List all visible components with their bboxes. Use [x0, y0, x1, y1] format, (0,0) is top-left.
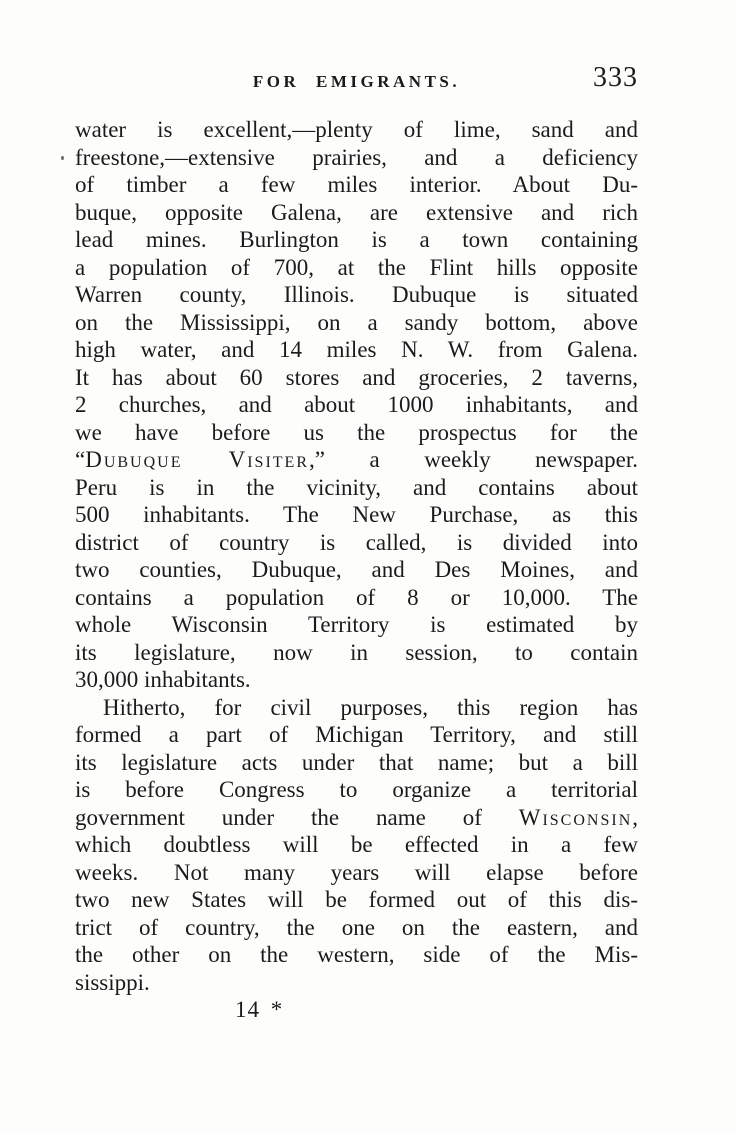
text-line: weeks. Not many years will elapse before: [75, 859, 638, 885]
text-line: [75, 446, 638, 474]
text-line: water is excellent,—plenty of lime, sand and: [75, 117, 638, 142]
text-line: formed a part of Michigan Territory, and still: [75, 722, 638, 747]
text-line: lead mines. Burlington is a town containing: [75, 227, 638, 252]
scan-speck: [61, 156, 64, 160]
text-line: whole Wisconsin Territory is estimated by: [75, 612, 638, 637]
text-line: high water, and 14 miles N. W. from Galena.: [75, 337, 638, 362]
text-line: 2 churches, and about 1000 inhabitants, and: [75, 392, 638, 417]
text-line: which doubtless will be effected in a few: [75, 832, 638, 857]
signature-mark: 14 *: [235, 997, 284, 1022]
text-line: buque, opposite Galena, are extensive and rich: [75, 199, 638, 225]
paragraph: [75, 694, 638, 997]
text-line: freestone,—extensive prairies, and a deficiency: [75, 144, 638, 170]
page-body: [75, 116, 638, 1024]
text-line: sissippi.: [75, 969, 150, 995]
text-line: on the Mississippi, on a sandy bottom, above: [75, 309, 638, 335]
text-line: two counties, Dubuque, and Des Moines, and: [75, 557, 638, 582]
text-line: It has about 60 stores and groceries, 2 taverns,: [75, 364, 638, 390]
text-segment: ,” a weekly newspaper.: [309, 447, 638, 472]
page-number: 333: [593, 62, 638, 93]
text-line: trict of country, the one on the eastern, and: [75, 914, 638, 940]
header-title: FOR EMIGRANTS.: [252, 72, 461, 91]
text-line: is before Congress to organize a territorial: [75, 777, 638, 802]
text-line: two new States will be formed out of this dis-: [75, 887, 638, 912]
text-line: Warren county, Illinois. Dubuque is situated: [75, 282, 638, 307]
text-line: Hitherto, for civil purposes, this region has: [103, 694, 638, 720]
text-line: of timber a few miles interior. About Du-: [75, 172, 638, 197]
text-line: we have before us the prospectus for the: [75, 419, 638, 445]
text-line: [75, 804, 638, 832]
text-line: 500 inhabitants. The New Purchase, as this: [75, 502, 638, 527]
paragraph: [75, 116, 638, 694]
running-header: [75, 64, 638, 98]
smallcaps-text: Dubuque Visiter: [85, 447, 309, 472]
text-line: contains a population of 8 or 10,000. The: [75, 584, 638, 610]
text-line: the other on the western, side of the Mis-: [75, 942, 638, 967]
text-line: Peru is in the vicinity, and contains about: [75, 474, 638, 500]
text-line: 30,000 inhabitants.: [75, 667, 251, 692]
text-line: district of country is called, is divided into: [75, 529, 638, 555]
text-segment: “: [75, 447, 86, 472]
text-segment: ,: [632, 804, 638, 830]
smallcaps-text: Wisconsin: [518, 804, 633, 830]
text-line: its legislature, now in session, to contain: [75, 639, 638, 665]
text-segment: government under the name of: [75, 804, 519, 830]
text-line: a population of 700, at the Flint hills opposite: [75, 254, 638, 280]
text-line: its legislature acts under that name; but a bill: [75, 749, 638, 775]
